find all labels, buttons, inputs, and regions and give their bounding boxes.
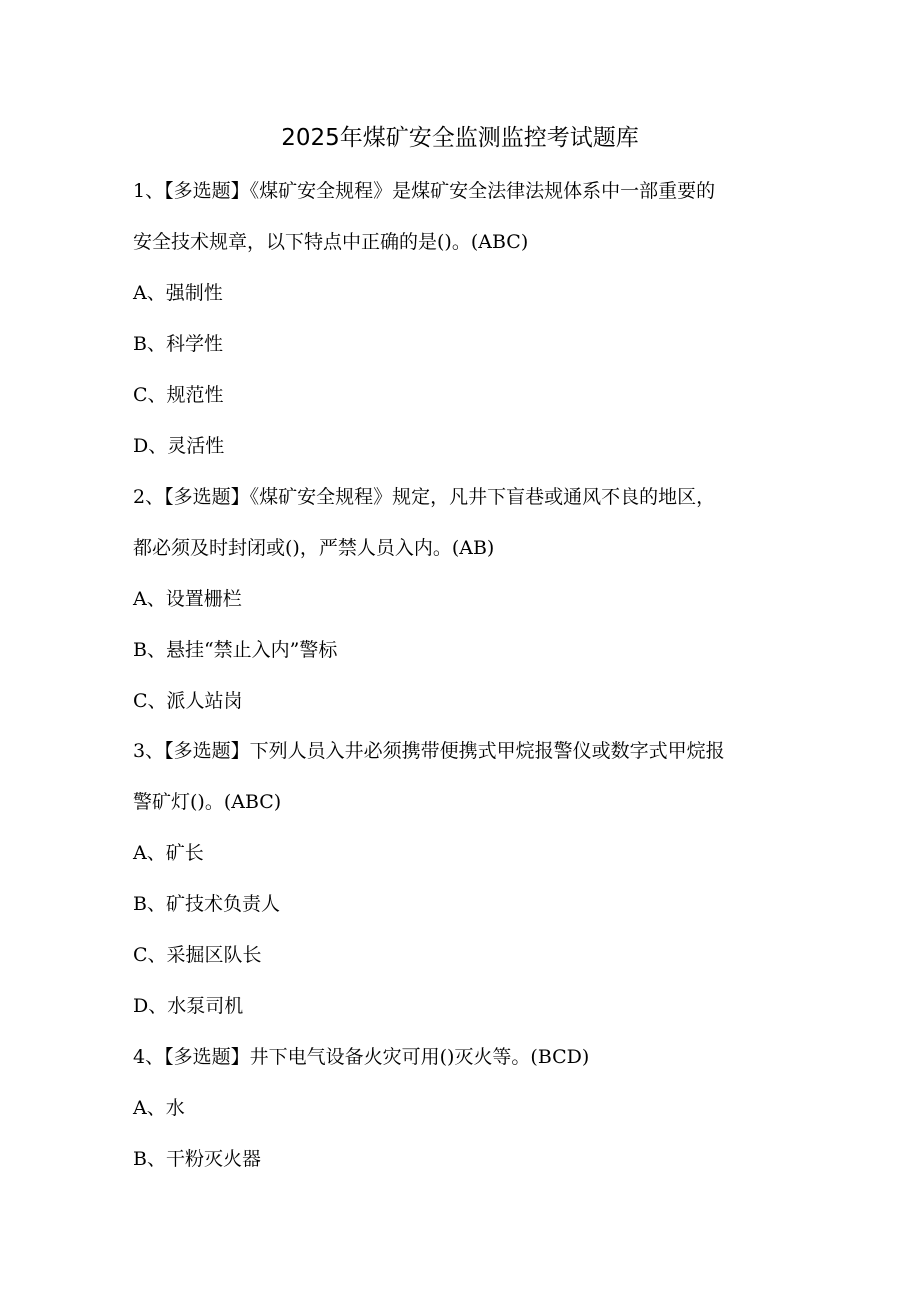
question-1-option-c: C、规范性 <box>133 384 224 406</box>
question-2-option-a: A、设置栅栏 <box>133 588 242 610</box>
question-1-stem-line-1: 1、【多选题】《煤矿安全规程》是煤矿安全法律法规体系中一部重要的 <box>133 180 716 202</box>
question-1-option-a: A、强制性 <box>133 282 223 304</box>
question-4-stem-line-1: 4、【多选题】井下电气设备火灾可用()灭火等。(BCD) <box>133 1046 590 1068</box>
question-3-option-a: A、矿长 <box>133 842 204 864</box>
document-title: 2025年煤矿安全监测监控考试题库 <box>281 125 639 151</box>
question-3-option-b: B、矿技术负责人 <box>133 893 280 915</box>
question-3-option-d: D、水泵司机 <box>133 995 244 1017</box>
question-2-option-b: B、悬挂“禁止入内”警标 <box>133 639 338 661</box>
question-4-option-a: A、水 <box>133 1097 185 1119</box>
question-2-option-c: C、派人站岗 <box>133 690 243 712</box>
question-3-stem-line-1: 3、【多选题】下列人员入井必须携带便携式甲烷报警仪或数字式甲烷报 <box>133 740 725 762</box>
question-1-option-b: B、科学性 <box>133 333 223 355</box>
question-2-stem-line-2: 都必须及时封闭或()，严禁人员入内。(AB) <box>133 537 495 559</box>
question-1-stem-line-2: 安全技术规章，以下特点中正确的是()。(ABC) <box>133 231 529 253</box>
question-2-stem-line-1: 2、【多选题】《煤矿安全规程》规定，凡井下盲巷或通风不良的地区， <box>133 486 716 508</box>
question-4-option-b: B、干粉灭火器 <box>133 1148 261 1170</box>
question-1-option-d: D、灵活性 <box>133 435 225 457</box>
question-3-option-c: C、采掘区队长 <box>133 944 262 966</box>
question-3-stem-line-2: 警矿灯()。(ABC) <box>133 791 282 813</box>
